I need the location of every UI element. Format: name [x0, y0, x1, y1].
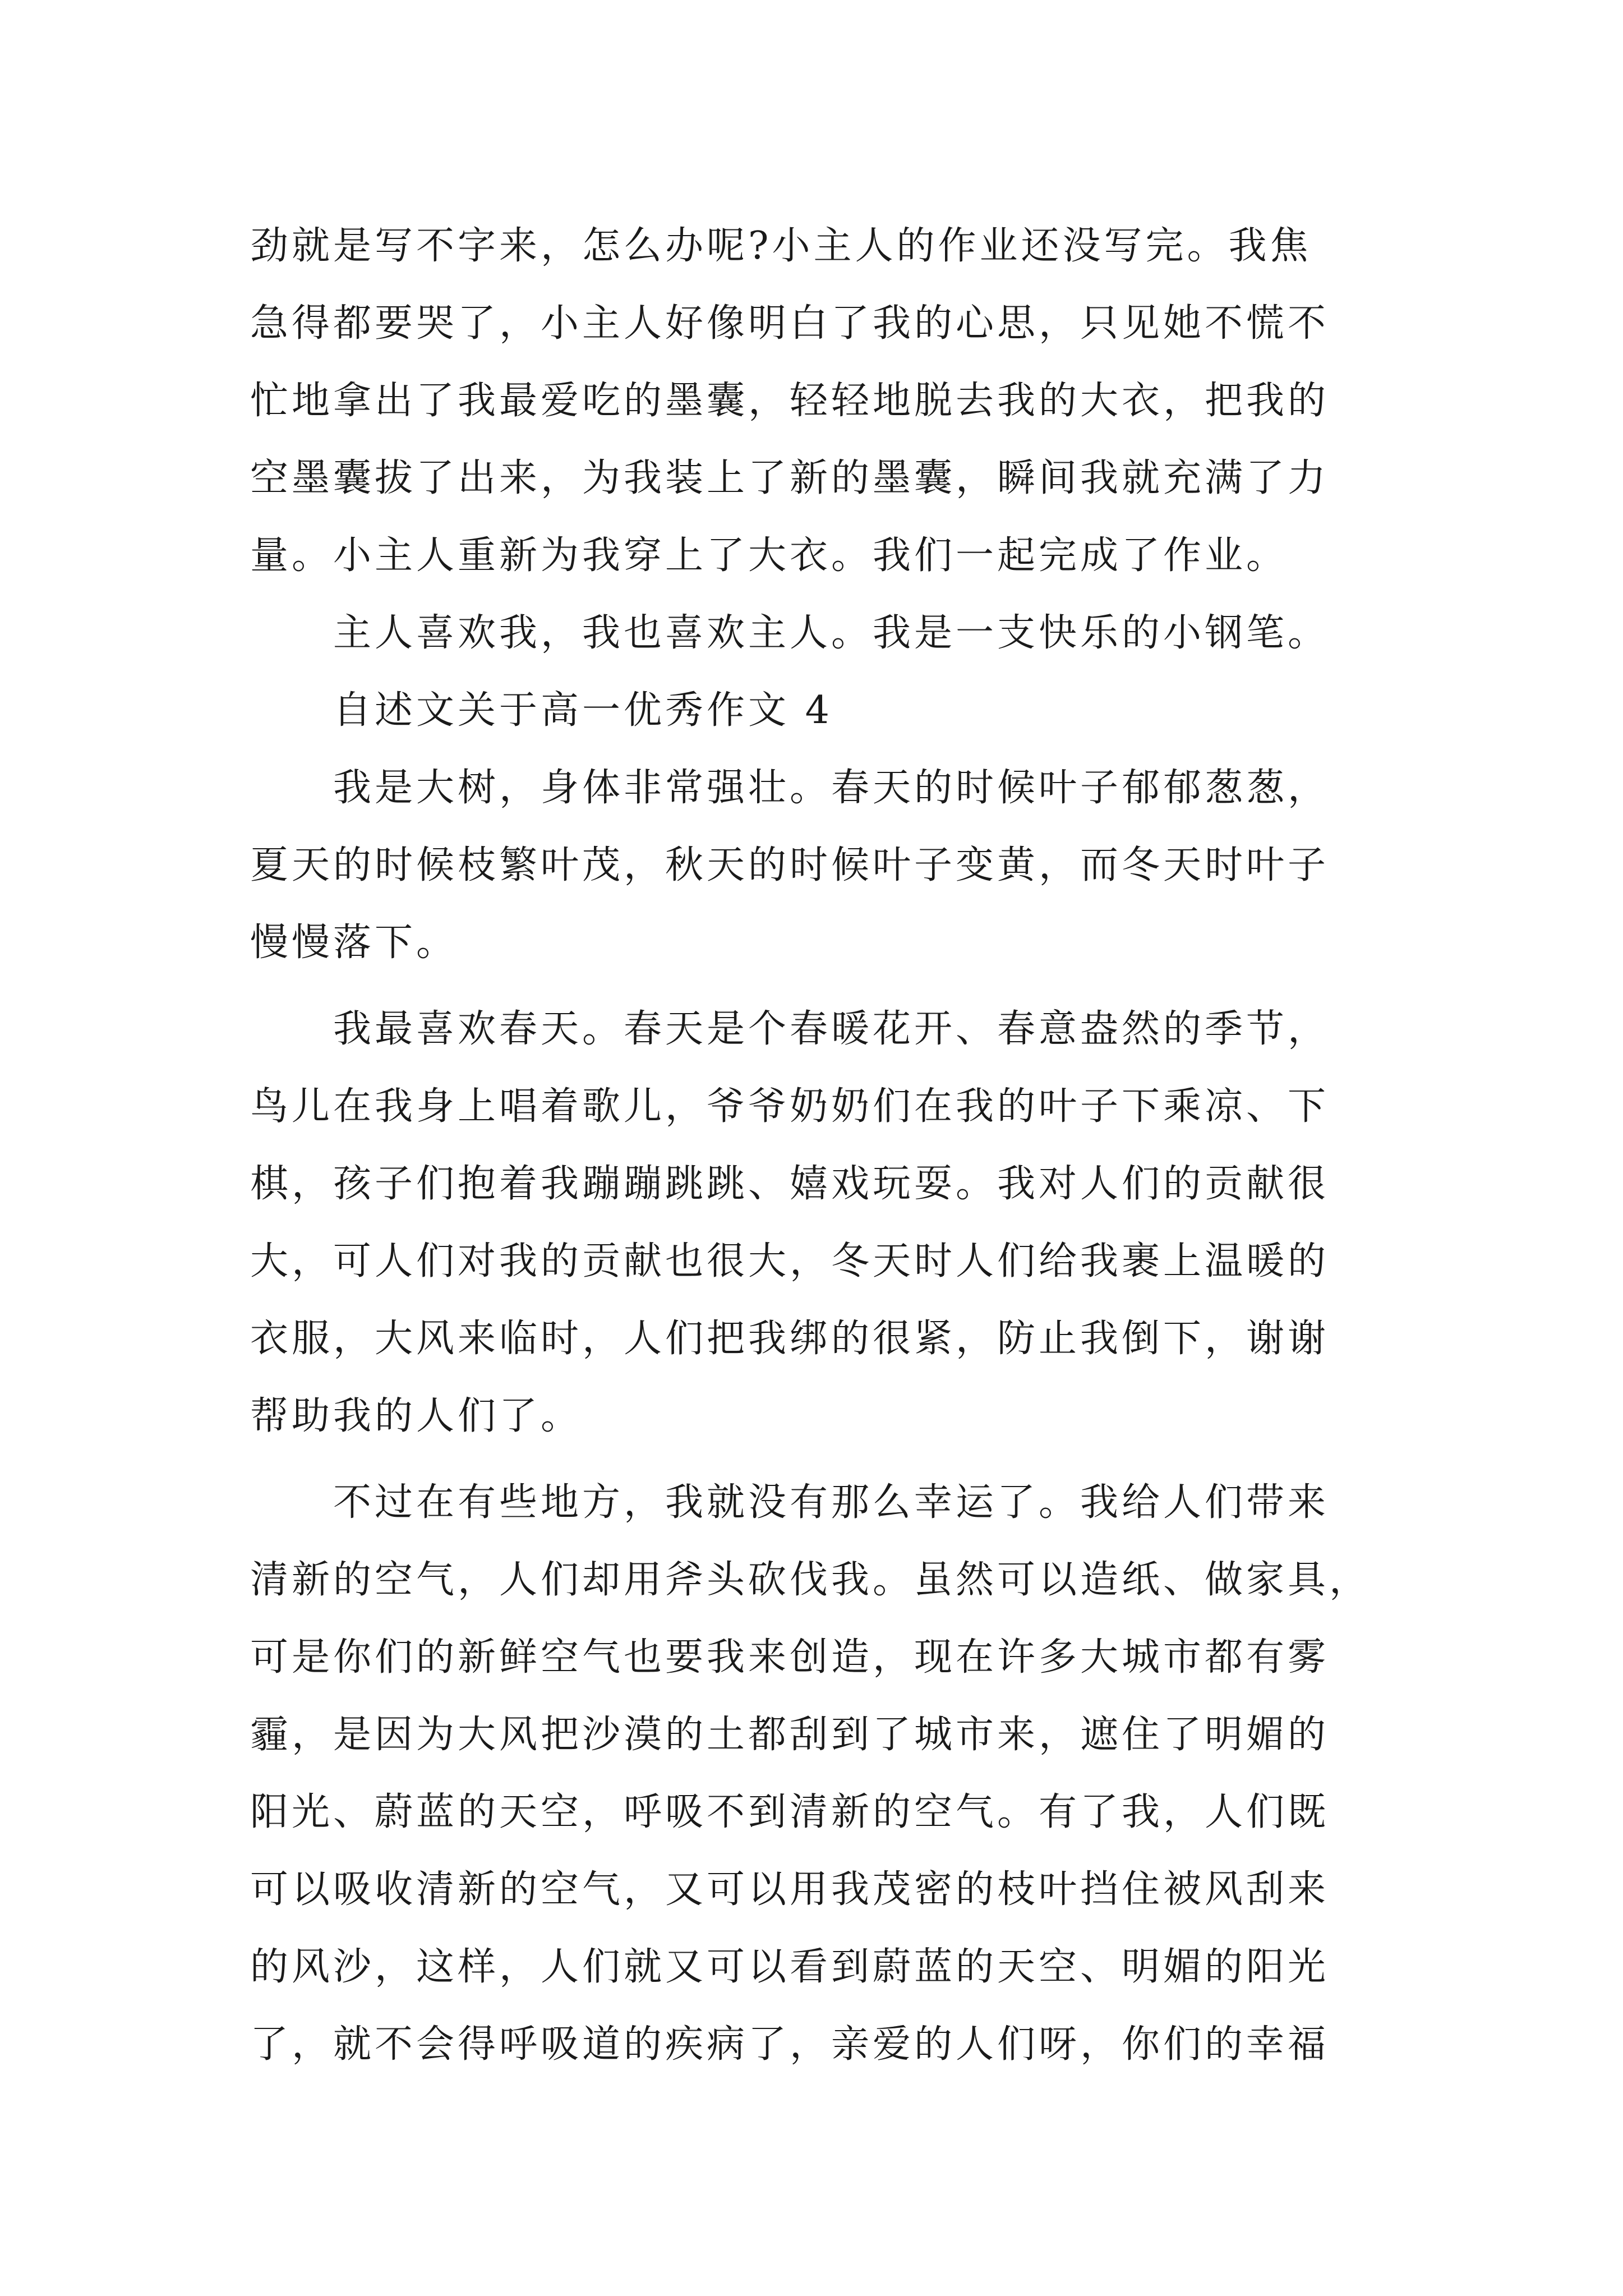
body-text	[250, 208, 1389, 2083]
text-line: 可是你们的新鲜空气也要我来创造，现在许多大城市都有雾	[250, 1635, 1330, 1680]
text-line: 不过在有些地方，我就没有那么幸运了。我给人们带来	[250, 1480, 1330, 1525]
text-line: 慢慢落下。	[250, 921, 458, 965]
text-line: 了，就不会得呼吸道的疾病了，亲爱的人们呀，你们的幸福	[250, 2022, 1330, 2067]
text-line: 我是大树，身体非常强壮。春天的时候叶子郁郁葱葱，	[250, 766, 1330, 810]
text-line: 忙地拿出了我最爱吃的墨囊，轻轻地脱去我的大衣，把我的	[250, 379, 1330, 423]
text-line: 帮助我的人们了。	[250, 1394, 583, 1438]
text-line: 夏天的时候枝繁叶茂，秋天的时候叶子变黄，而冬天时叶子	[250, 843, 1330, 887]
text-line: 霾，是因为大风把沙漠的土都刮到了城市来，遮住了明媚的	[250, 1713, 1330, 1757]
text-line: 鸟儿在我身上唱着歌儿，爷爷奶奶们在我的叶子下乘凉、下	[250, 1084, 1330, 1129]
text-line: 的风沙，这样，人们就又可以看到蔚蓝的天空、明媚的阳光	[250, 1945, 1330, 1989]
text-line: 大，可人们对我的贡献也很大，冬天时人们给我裹上温暖的	[250, 1239, 1330, 1283]
text-line: 阳光、蔚蓝的天空，呼吸不到清新的空气。有了我，人们既	[250, 1790, 1330, 1834]
text-line: 空墨囊拔了出来，为我装上了新的墨囊，瞬间我就充满了力	[250, 456, 1330, 500]
text-line: 我最喜欢春天。春天是个春暖花开、春意盎然的季节，	[250, 1007, 1330, 1051]
paragraph-gap	[250, 1455, 1389, 1464]
text-line: 急得都要哭了，小主人好像明白了我的心思，只见她不慌不	[250, 301, 1330, 346]
text-line: 可以吸收清新的空气，又可以用我茂密的枝叶挡住被风刮来	[250, 1867, 1330, 1912]
text-line: 清新的空气，人们却用斧头砍伐我。虽然可以造纸、做家具，	[250, 1558, 1371, 1602]
paragraph-gap	[250, 982, 1389, 991]
text-line: 劲就是写不字来，怎么办呢?小主人的作业还没写完。我焦	[250, 224, 1312, 268]
text-line: 棋，孩子们抱着我蹦蹦跳跳、嬉戏玩耍。我对人们的贡献很	[250, 1162, 1330, 1206]
text-line: 衣服，大风来临时，人们把我绑的很紧，防止我倒下，谢谢	[250, 1317, 1330, 1361]
text-line: 量。小主人重新为我穿上了大衣。我们一起完成了作业。	[250, 533, 1288, 578]
text-line: 主人喜欢我，我也喜欢主人。我是一支快乐的小钢笔。	[250, 611, 1330, 655]
section-heading: 自述文关于高一优秀作文 4	[250, 688, 833, 733]
